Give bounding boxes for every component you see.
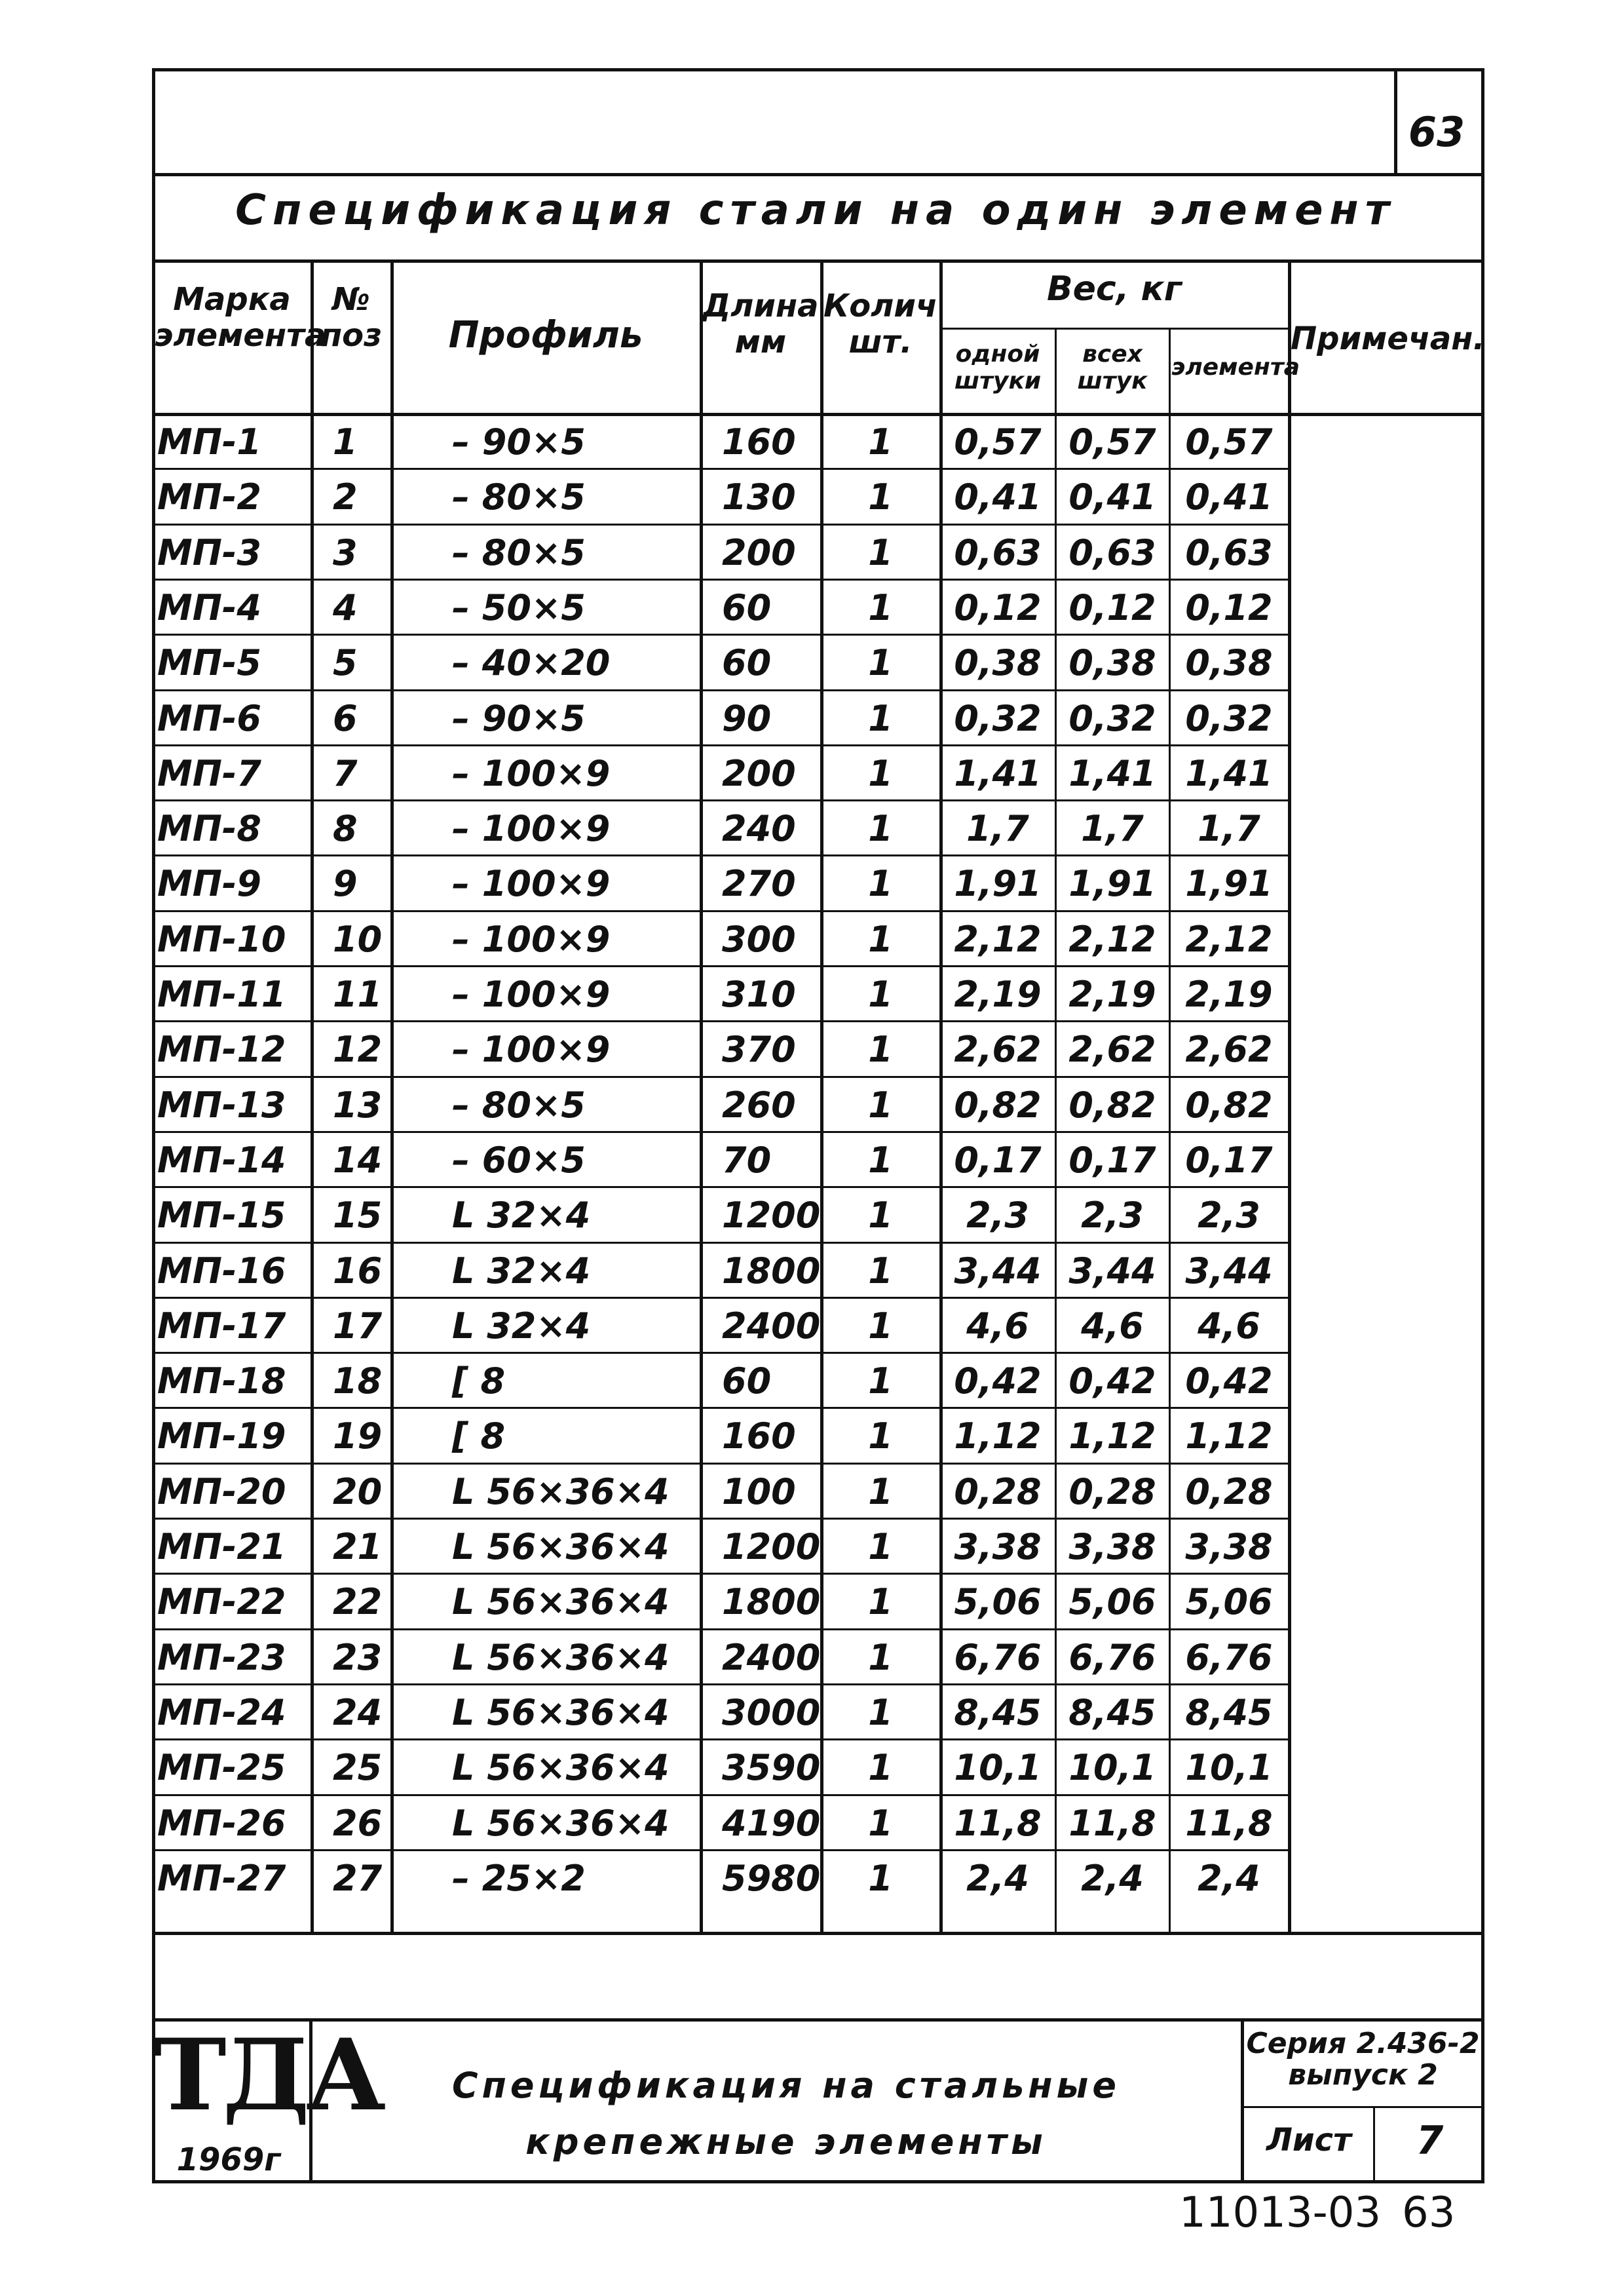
cell-one: 0,41 bbox=[954, 476, 1042, 518]
cell-qty: 1 bbox=[868, 863, 893, 905]
cell-length: 370 bbox=[722, 1029, 796, 1071]
row-separator bbox=[152, 634, 1289, 636]
cell-length: 1800 bbox=[722, 1581, 821, 1623]
tda-logo: ТДА bbox=[153, 2018, 383, 2133]
cell-mark: МП-15 bbox=[157, 1195, 286, 1237]
cell-pos: 15 bbox=[333, 1195, 383, 1237]
cell-length: 200 bbox=[722, 531, 796, 573]
cell-profile: – 40×20 bbox=[452, 642, 611, 684]
cell-profile: – 100×9 bbox=[452, 1029, 611, 1071]
cell-elem: 0,42 bbox=[1185, 1360, 1273, 1402]
cell-elem: 3,44 bbox=[1185, 1250, 1273, 1292]
cell-elem: 6,76 bbox=[1185, 1636, 1273, 1678]
cell-one: 10,1 bbox=[954, 1747, 1042, 1789]
cell-length: 3590 bbox=[722, 1747, 821, 1789]
row-separator bbox=[152, 799, 1289, 801]
cell-one: 0,17 bbox=[954, 1139, 1042, 1181]
cell-all: 0,28 bbox=[1068, 1470, 1156, 1512]
cell-pos: 18 bbox=[333, 1360, 383, 1402]
cell-mark: МП-2 bbox=[157, 476, 261, 518]
cell-profile: – 90×5 bbox=[452, 421, 586, 463]
cell-one: 2,3 bbox=[966, 1195, 1029, 1237]
cell-length: 2400 bbox=[722, 1636, 821, 1678]
cell-mark: МП-18 bbox=[157, 1360, 286, 1402]
cell-mark: МП-17 bbox=[157, 1305, 286, 1347]
cell-mark: МП-26 bbox=[157, 1802, 286, 1844]
cell-elem: 2,62 bbox=[1185, 1029, 1273, 1071]
header-bottom-line bbox=[152, 413, 1484, 416]
cell-all: 2,19 bbox=[1068, 974, 1156, 1015]
cell-profile: L 32×4 bbox=[452, 1195, 591, 1237]
cell-qty: 1 bbox=[868, 697, 893, 739]
cell-mark: МП-16 bbox=[157, 1250, 286, 1292]
row-separator bbox=[152, 1683, 1289, 1685]
row-separator bbox=[152, 1242, 1289, 1244]
cell-pos: 21 bbox=[333, 1526, 383, 1567]
row-separator bbox=[152, 579, 1289, 581]
row-separator bbox=[152, 1518, 1289, 1520]
cell-length: 200 bbox=[722, 752, 796, 794]
cell-profile: – 100×9 bbox=[452, 918, 611, 960]
cell-qty: 1 bbox=[868, 752, 893, 794]
cell-all: 0,82 bbox=[1068, 1084, 1156, 1126]
cell-profile: [ 8 bbox=[452, 1415, 506, 1457]
cell-profile: L 32×4 bbox=[452, 1250, 591, 1292]
cell-profile: – 80×5 bbox=[452, 531, 586, 573]
cell-qty: 1 bbox=[868, 421, 893, 463]
header-weight: Вес, кг bbox=[1046, 269, 1182, 309]
cell-mark: МП-1 bbox=[157, 421, 261, 463]
header-pos: № поз bbox=[320, 281, 383, 355]
series-label: Серия 2.436-2 bbox=[1246, 2027, 1480, 2060]
cell-mark: МП-24 bbox=[157, 1691, 286, 1733]
cell-one: 8,45 bbox=[954, 1691, 1042, 1733]
header-mark: Марка элемента bbox=[155, 281, 326, 355]
cell-qty: 1 bbox=[868, 1305, 893, 1347]
cell-one: 0,63 bbox=[954, 531, 1042, 573]
cell-pos: 4 bbox=[333, 586, 358, 628]
cell-qty: 1 bbox=[868, 642, 893, 684]
cell-all: 4,6 bbox=[1081, 1305, 1144, 1347]
cell-one: 0,57 bbox=[954, 421, 1042, 463]
cell-elem: 1,12 bbox=[1185, 1415, 1273, 1457]
cell-elem: 0,57 bbox=[1185, 421, 1273, 463]
cell-one: 11,8 bbox=[954, 1802, 1042, 1844]
row-separator bbox=[152, 1407, 1289, 1409]
cell-mark: МП-19 bbox=[157, 1415, 286, 1457]
cell-length: 60 bbox=[722, 586, 772, 628]
row-separator bbox=[152, 689, 1289, 691]
cell-elem: 2,12 bbox=[1185, 918, 1273, 960]
cell-all: 1,91 bbox=[1068, 863, 1156, 905]
cell-pos: 6 bbox=[333, 697, 358, 739]
cell-all: 8,45 bbox=[1068, 1691, 1156, 1733]
cell-elem: 0,82 bbox=[1185, 1084, 1273, 1126]
cell-mark: МП-10 bbox=[157, 918, 286, 960]
cell-elem: 0,38 bbox=[1185, 642, 1273, 684]
cell-all: 2,12 bbox=[1068, 918, 1156, 960]
cell-qty: 1 bbox=[868, 476, 893, 518]
cell-profile: – 100×9 bbox=[452, 808, 611, 850]
cell-one: 2,62 bbox=[954, 1029, 1042, 1071]
table-bottom-line bbox=[152, 1932, 1484, 1935]
cell-length: 270 bbox=[722, 863, 796, 905]
cell-profile: – 80×5 bbox=[452, 476, 586, 518]
cell-qty: 1 bbox=[868, 1084, 893, 1126]
cell-profile: L 56×36×4 bbox=[452, 1747, 670, 1789]
cell-mark: МП-23 bbox=[157, 1636, 286, 1678]
issue-label: выпуск 2 bbox=[1288, 2058, 1438, 2092]
table-title: Спецификация стали на один элемент bbox=[235, 186, 1396, 235]
cell-elem: 2,4 bbox=[1198, 1857, 1260, 1899]
cell-all: 2,3 bbox=[1081, 1195, 1144, 1237]
header-all-pieces: всех штук bbox=[1077, 341, 1148, 395]
cell-one: 0,12 bbox=[954, 586, 1042, 628]
cell-qty: 1 bbox=[868, 1747, 893, 1789]
cell-length: 90 bbox=[722, 697, 772, 739]
cell-mark: МП-25 bbox=[157, 1747, 286, 1789]
cell-pos: 11 bbox=[333, 974, 383, 1015]
cell-length: 70 bbox=[722, 1139, 772, 1181]
cell-mark: МП-4 bbox=[157, 586, 261, 628]
cell-all: 3,38 bbox=[1068, 1526, 1156, 1567]
document-title: Спецификация на стальные крепежные элементы bbox=[451, 2065, 1121, 2163]
cell-all: 11,8 bbox=[1068, 1802, 1156, 1844]
cell-qty: 1 bbox=[868, 1691, 893, 1733]
cell-profile: – 80×5 bbox=[452, 1084, 586, 1126]
cell-one: 6,76 bbox=[954, 1636, 1042, 1678]
cell-one: 0,38 bbox=[954, 642, 1042, 684]
cell-length: 1200 bbox=[722, 1526, 821, 1567]
row-separator bbox=[152, 1297, 1289, 1299]
row-separator bbox=[152, 1186, 1289, 1188]
cell-one: 0,28 bbox=[954, 1470, 1042, 1512]
sheet-label: Лист bbox=[1266, 2122, 1351, 2158]
cell-qty: 1 bbox=[868, 1360, 893, 1402]
cell-mark: МП-8 bbox=[157, 808, 261, 850]
cell-all: 0,42 bbox=[1068, 1360, 1156, 1402]
cell-pos: 1 bbox=[333, 421, 358, 463]
cell-profile: L 56×36×4 bbox=[452, 1581, 670, 1623]
cell-pos: 2 bbox=[333, 476, 358, 518]
row-separator bbox=[152, 1076, 1289, 1078]
row-separator bbox=[152, 1794, 1289, 1796]
row-separator bbox=[152, 854, 1289, 856]
cell-pos: 19 bbox=[333, 1415, 383, 1457]
cell-qty: 1 bbox=[868, 1857, 893, 1899]
cell-pos: 27 bbox=[333, 1857, 383, 1899]
cell-mark: МП-21 bbox=[157, 1526, 286, 1567]
cell-one: 2,12 bbox=[954, 918, 1042, 960]
cell-mark: МП-3 bbox=[157, 531, 261, 573]
cell-mark: МП-27 bbox=[157, 1857, 286, 1899]
cell-one: 0,42 bbox=[954, 1360, 1042, 1402]
cell-profile: – 50×5 bbox=[452, 586, 586, 628]
cell-pos: 12 bbox=[333, 1029, 383, 1071]
cell-elem: 0,28 bbox=[1185, 1470, 1273, 1512]
cell-qty: 1 bbox=[868, 808, 893, 850]
top-strip-line bbox=[152, 173, 1484, 176]
title-block-sheet-line bbox=[1241, 2106, 1484, 2108]
sheet-number-top: 63 bbox=[1408, 108, 1465, 156]
cell-profile: – 60×5 bbox=[452, 1139, 586, 1181]
cell-elem: 1,91 bbox=[1185, 863, 1273, 905]
col-line-1 bbox=[311, 259, 314, 1934]
row-separator bbox=[152, 1131, 1289, 1133]
cell-profile: L 56×36×4 bbox=[452, 1470, 670, 1512]
cell-mark: МП-9 bbox=[157, 863, 261, 905]
header-qty: Колич шт. bbox=[823, 288, 937, 361]
cell-pos: 24 bbox=[333, 1691, 383, 1733]
cell-all: 1,41 bbox=[1068, 752, 1156, 794]
cell-pos: 7 bbox=[333, 752, 358, 794]
cell-qty: 1 bbox=[868, 1802, 893, 1844]
header-element: элемента bbox=[1171, 354, 1300, 381]
cell-all: 10,1 bbox=[1068, 1747, 1156, 1789]
cell-qty: 1 bbox=[868, 1636, 893, 1678]
cell-elem: 0,63 bbox=[1185, 531, 1273, 573]
row-separator bbox=[152, 744, 1289, 746]
cell-pos: 9 bbox=[333, 863, 358, 905]
cell-one: 3,44 bbox=[954, 1250, 1042, 1292]
cell-mark: МП-11 bbox=[157, 974, 286, 1015]
cell-pos: 13 bbox=[333, 1084, 383, 1126]
cell-all: 0,12 bbox=[1068, 586, 1156, 628]
cell-qty: 1 bbox=[868, 1029, 893, 1071]
cell-length: 310 bbox=[722, 974, 796, 1015]
cell-all: 0,38 bbox=[1068, 642, 1156, 684]
cell-length: 160 bbox=[722, 1415, 796, 1457]
cell-elem: 0,41 bbox=[1185, 476, 1273, 518]
cell-length: 60 bbox=[722, 1360, 772, 1402]
row-separator bbox=[152, 1628, 1289, 1630]
cell-qty: 1 bbox=[868, 531, 893, 573]
cell-one: 0,32 bbox=[954, 697, 1042, 739]
page-number: 63 bbox=[1402, 2189, 1456, 2237]
cell-all: 0,63 bbox=[1068, 531, 1156, 573]
cell-length: 3000 bbox=[722, 1691, 821, 1733]
cell-mark: МП-13 bbox=[157, 1084, 286, 1126]
cell-all: 2,62 bbox=[1068, 1029, 1156, 1071]
cell-elem: 0,17 bbox=[1185, 1139, 1273, 1181]
row-separator bbox=[152, 1020, 1289, 1022]
cell-pos: 8 bbox=[333, 808, 358, 850]
logo-year: 1969г bbox=[176, 2141, 281, 2178]
cell-qty: 1 bbox=[868, 1139, 893, 1181]
cell-profile: – 100×9 bbox=[452, 863, 611, 905]
cell-profile: [ 8 bbox=[452, 1360, 506, 1402]
top-box-divider bbox=[1394, 68, 1397, 176]
cell-length: 4190 bbox=[722, 1802, 821, 1844]
cell-mark: МП-12 bbox=[157, 1029, 286, 1071]
document-code: 11013-03 bbox=[1179, 2189, 1382, 2237]
row-separator bbox=[152, 1352, 1289, 1354]
header-one-piece: одной штуки bbox=[954, 341, 1042, 395]
cell-mark: МП-22 bbox=[157, 1581, 286, 1623]
cell-pos: 14 bbox=[333, 1139, 383, 1181]
row-separator bbox=[152, 1573, 1289, 1575]
cell-all: 1,7 bbox=[1081, 808, 1144, 850]
cell-one: 5,06 bbox=[954, 1581, 1042, 1623]
col-line-8 bbox=[1288, 259, 1291, 1934]
sheet-value: 7 bbox=[1416, 2118, 1444, 2164]
cell-profile: – 100×9 bbox=[452, 752, 611, 794]
row-separator bbox=[152, 910, 1289, 912]
cell-length: 100 bbox=[722, 1470, 796, 1512]
cell-qty: 1 bbox=[868, 1526, 893, 1567]
cell-pos: 5 bbox=[333, 642, 358, 684]
cell-length: 160 bbox=[722, 421, 796, 463]
cell-all: 5,06 bbox=[1068, 1581, 1156, 1623]
cell-qty: 1 bbox=[868, 918, 893, 960]
cell-one: 1,91 bbox=[954, 863, 1042, 905]
row-separator bbox=[152, 524, 1289, 526]
header-length: Длина мм bbox=[702, 288, 819, 361]
cell-profile: – 25×2 bbox=[452, 1857, 586, 1899]
cell-profile: – 100×9 bbox=[452, 974, 611, 1015]
col-line-3 bbox=[700, 259, 703, 1934]
cell-length: 60 bbox=[722, 642, 772, 684]
cell-profile: – 90×5 bbox=[452, 697, 586, 739]
cell-length: 1800 bbox=[722, 1250, 821, 1292]
cell-mark: МП-6 bbox=[157, 697, 261, 739]
cell-profile: L 56×36×4 bbox=[452, 1526, 670, 1567]
series-info bbox=[1243, 2028, 1482, 2092]
cell-length: 5980 bbox=[722, 1857, 821, 1899]
cell-qty: 1 bbox=[868, 1415, 893, 1457]
cell-pos: 25 bbox=[333, 1747, 383, 1789]
weight-subheader-line bbox=[939, 328, 1289, 330]
cell-one: 1,41 bbox=[954, 752, 1042, 794]
cell-length: 1200 bbox=[722, 1195, 821, 1237]
row-separator bbox=[152, 965, 1289, 967]
cell-mark: МП-14 bbox=[157, 1139, 286, 1181]
cell-pos: 16 bbox=[333, 1250, 383, 1292]
title-band-line bbox=[152, 259, 1484, 263]
cell-pos: 23 bbox=[333, 1636, 383, 1678]
cell-elem: 3,38 bbox=[1185, 1526, 1273, 1567]
cell-one: 2,19 bbox=[954, 974, 1042, 1015]
cell-one: 4,6 bbox=[966, 1305, 1029, 1347]
cell-elem: 4,6 bbox=[1198, 1305, 1260, 1347]
cell-qty: 1 bbox=[868, 1581, 893, 1623]
cell-pos: 10 bbox=[333, 918, 383, 960]
cell-elem: 2,3 bbox=[1198, 1195, 1260, 1237]
row-separator bbox=[152, 468, 1289, 470]
cell-pos: 17 bbox=[333, 1305, 383, 1347]
header-profile: Профиль bbox=[448, 314, 643, 356]
cell-all: 0,57 bbox=[1068, 421, 1156, 463]
row-separator bbox=[152, 1849, 1289, 1851]
cell-profile: L 56×36×4 bbox=[452, 1636, 670, 1678]
cell-qty: 1 bbox=[868, 1195, 893, 1237]
cell-length: 2400 bbox=[722, 1305, 821, 1347]
cell-length: 130 bbox=[722, 476, 796, 518]
cell-length: 260 bbox=[722, 1084, 796, 1126]
col-line-2 bbox=[390, 259, 394, 1934]
cell-elem: 0,32 bbox=[1185, 697, 1273, 739]
cell-profile: L 56×36×4 bbox=[452, 1691, 670, 1733]
header-notes: Примечан. bbox=[1291, 320, 1485, 357]
cell-all: 0,41 bbox=[1068, 476, 1156, 518]
cell-mark: МП-7 bbox=[157, 752, 261, 794]
cell-profile: L 32×4 bbox=[452, 1305, 591, 1347]
cell-pos: 3 bbox=[333, 531, 358, 573]
cell-qty: 1 bbox=[868, 974, 893, 1015]
row-separator bbox=[152, 1463, 1289, 1465]
cell-one: 1,7 bbox=[966, 808, 1029, 850]
cell-elem: 10,1 bbox=[1185, 1747, 1273, 1789]
cell-elem: 2,19 bbox=[1185, 974, 1273, 1015]
cell-elem: 1,41 bbox=[1185, 752, 1273, 794]
cell-mark: МП-20 bbox=[157, 1470, 286, 1512]
cell-pos: 20 bbox=[333, 1470, 383, 1512]
cell-elem: 5,06 bbox=[1185, 1581, 1273, 1623]
cell-all: 6,76 bbox=[1068, 1636, 1156, 1678]
cell-pos: 26 bbox=[333, 1802, 383, 1844]
cell-profile: L 56×36×4 bbox=[452, 1802, 670, 1844]
cell-length: 300 bbox=[722, 918, 796, 960]
cell-elem: 11,8 bbox=[1185, 1802, 1273, 1844]
cell-elem: 0,12 bbox=[1185, 586, 1273, 628]
cell-qty: 1 bbox=[868, 1470, 893, 1512]
cell-one: 3,38 bbox=[954, 1526, 1042, 1567]
cell-length: 240 bbox=[722, 808, 796, 850]
cell-qty: 1 bbox=[868, 1250, 893, 1292]
cell-all: 2,4 bbox=[1081, 1857, 1144, 1899]
cell-qty: 1 bbox=[868, 586, 893, 628]
row-separator bbox=[152, 1738, 1289, 1740]
cell-elem: 8,45 bbox=[1185, 1691, 1273, 1733]
cell-mark: МП-5 bbox=[157, 642, 261, 684]
cell-one: 0,82 bbox=[954, 1084, 1042, 1126]
cell-pos: 22 bbox=[333, 1581, 383, 1623]
cell-all: 1,12 bbox=[1068, 1415, 1156, 1457]
cell-all: 3,44 bbox=[1068, 1250, 1156, 1292]
cell-all: 0,32 bbox=[1068, 697, 1156, 739]
cell-one: 1,12 bbox=[954, 1415, 1042, 1457]
cell-elem: 1,7 bbox=[1198, 808, 1260, 850]
cell-all: 0,17 bbox=[1068, 1139, 1156, 1181]
cell-one: 2,4 bbox=[966, 1857, 1029, 1899]
